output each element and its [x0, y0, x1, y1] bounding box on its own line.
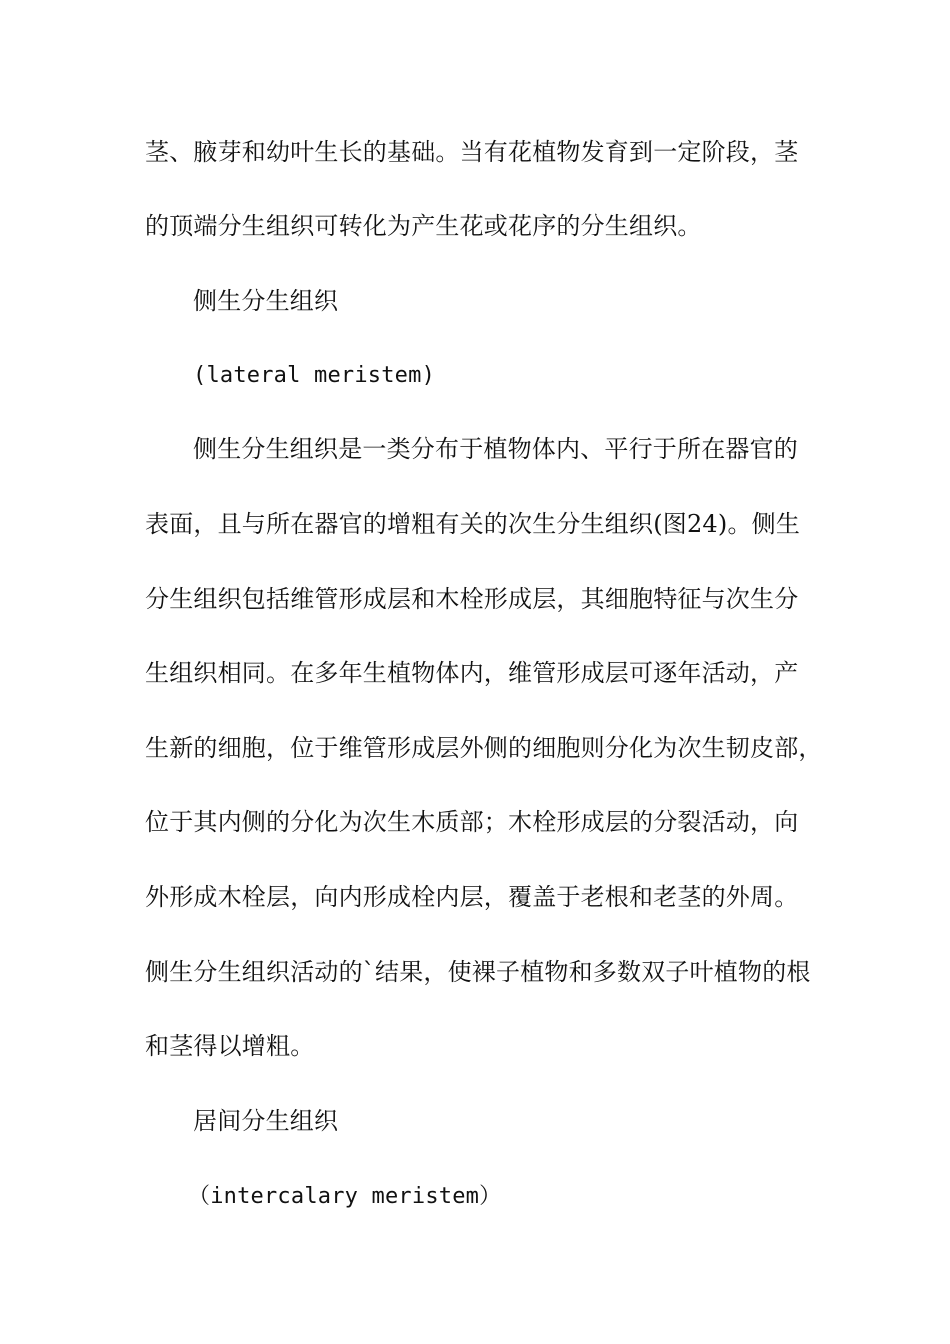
- section-heading: 侧生分生组织: [193, 287, 339, 315]
- paragraph-line: 的顶端分生组织可转化为产生花或花序的分生组织。: [145, 212, 702, 240]
- paragraph-line: 分生组织包括维管形成层和木栓形成层，其细胞特征与次生分: [145, 585, 799, 613]
- section-heading: 居间分生组织: [193, 1107, 339, 1135]
- paragraph-line: 表面，且与所在器官的增粗有关的次生分生组织(图24)。侧生: [145, 510, 801, 538]
- paragraph-line: 外形成木栓层，向内形成栓内层，覆盖于老根和老茎的外周。: [145, 883, 799, 911]
- paragraph-line: 侧生分生组织活动的`结果，使裸子植物和多数双子叶植物的根: [145, 958, 811, 986]
- paragraph-line: 生组织相同。在多年生植物体内，维管形成层可逐年活动，产: [145, 659, 799, 687]
- paragraph-line: 侧生分生组织是一类分布于植物体内、平行于所在器官的: [193, 435, 798, 463]
- section-heading-latin: (lateral meristem): [193, 363, 436, 388]
- paragraph-line: 和茎得以增粗。: [145, 1032, 315, 1060]
- paragraph-line: 位于其内侧的分化为次生木质部；木栓形成层的分裂活动，向: [145, 808, 799, 836]
- paragraph-line: 生新的细胞，位于维管形成层外侧的细胞则分化为次生韧皮部，: [145, 734, 823, 762]
- section-heading-latin: （intercalary meristem）: [188, 1184, 502, 1209]
- paragraph-line: 茎、腋芽和幼叶生长的基础。当有花植物发育到一定阶段，茎: [145, 138, 799, 166]
